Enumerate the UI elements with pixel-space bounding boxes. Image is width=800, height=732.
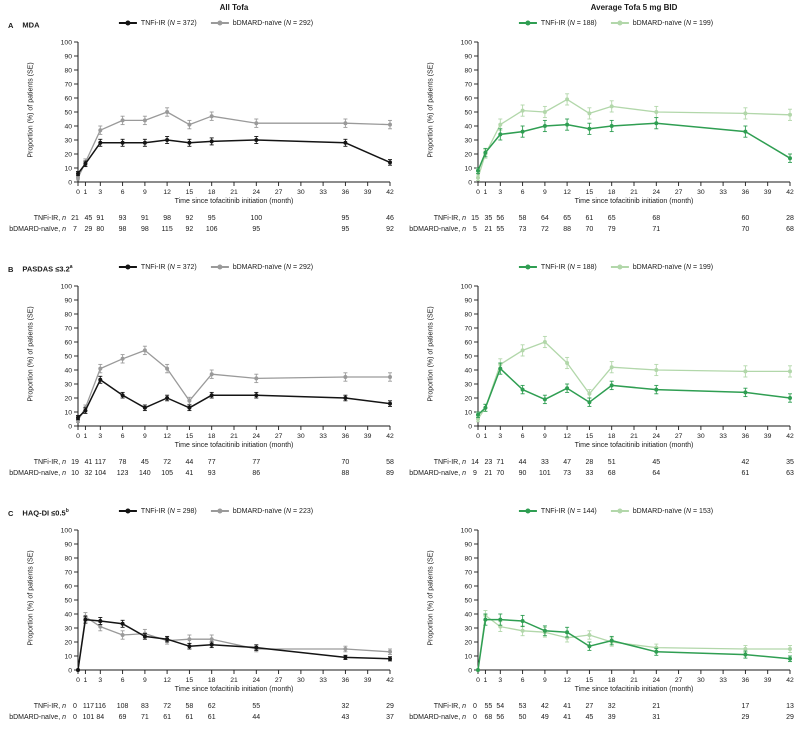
- svg-text:20: 20: [64, 395, 72, 403]
- svg-text:18: 18: [207, 677, 216, 684]
- svg-text:21: 21: [630, 677, 638, 684]
- svg-text:30: 30: [64, 381, 72, 389]
- svg-text:30: 30: [297, 189, 305, 196]
- svg-text:40: 40: [464, 123, 472, 131]
- svg-text:12: 12: [163, 189, 171, 196]
- y-axis-label: Proportion (%) of patients (SE): [427, 550, 435, 646]
- svg-text:18: 18: [207, 189, 216, 196]
- svg-text:9: 9: [543, 433, 547, 440]
- svg-text:15: 15: [185, 189, 194, 196]
- panel-b-left: [0, 244, 400, 488]
- svg-text:40: 40: [64, 367, 72, 375]
- y-axis-label: Proportion (%) of patients (SE): [427, 62, 435, 158]
- n-table: [0, 703, 400, 725]
- legend: [513, 508, 719, 515]
- line-chart-a-left: [0, 34, 400, 198]
- svg-text:100: 100: [60, 527, 72, 535]
- svg-text:21: 21: [630, 189, 638, 196]
- svg-text:9: 9: [543, 189, 547, 196]
- svg-text:100: 100: [460, 527, 472, 535]
- svg-text:90: 90: [464, 297, 472, 305]
- legend-item-bdmard: bDMARD-naïve (N = 292): [211, 264, 313, 271]
- svg-text:90: 90: [64, 541, 72, 549]
- svg-text:36: 36: [741, 189, 750, 196]
- svg-text:60: 60: [464, 95, 472, 103]
- svg-text:20: 20: [464, 151, 472, 159]
- legend-item-bdmard: bDMARD-naïve (N = 199): [611, 264, 713, 271]
- svg-text:33: 33: [719, 189, 727, 196]
- legend-item-bdmard: bDMARD-naïve (N = 292): [211, 20, 313, 27]
- svg-text:42: 42: [386, 433, 394, 440]
- svg-text:15: 15: [185, 677, 194, 684]
- y-axis-label: Proportion (%) of patients (SE): [27, 62, 35, 158]
- svg-text:24: 24: [252, 189, 261, 196]
- panel-title-c: C HAQ-DI ≤0.5$^b$: [8, 508, 69, 518]
- legend-item-tnfi: TNFi-IR (N = 188): [519, 264, 597, 271]
- svg-text:12: 12: [563, 433, 571, 440]
- svg-text:1: 1: [83, 433, 88, 440]
- svg-text:33: 33: [719, 677, 727, 684]
- svg-text:39: 39: [363, 433, 372, 440]
- svg-text:36: 36: [741, 677, 750, 684]
- svg-text:6: 6: [120, 433, 125, 440]
- svg-text:30: 30: [297, 677, 305, 684]
- panel-title-b: B PASDAS ≤3.2$^a$: [8, 264, 73, 274]
- svg-text:10: 10: [64, 409, 72, 417]
- n-table-row: bDMARD-naïve, n 9 21 70 90 101 73 33 68 64 61 63: [409, 470, 794, 477]
- svg-text:70: 70: [64, 569, 72, 577]
- svg-text:15: 15: [585, 189, 594, 196]
- svg-text:20: 20: [64, 639, 72, 647]
- n-table-row: bDMARD-naïve, n 0 101 84 69 71 61 61 61 44 43 37: [9, 714, 394, 721]
- legend-item-bdmard: bDMARD-naïve (N = 153): [611, 508, 713, 515]
- svg-text:80: 80: [464, 311, 472, 319]
- n-table-row: TNFi-IR, n 14 23 71 44 33 47 28 51 45 42 35: [433, 459, 794, 466]
- panel-b-right: [400, 244, 800, 488]
- svg-text:12: 12: [163, 433, 171, 440]
- n-table-row: TNFi-IR, n 0 55 54 53 42 41 27 32 21 17 13: [433, 703, 794, 710]
- svg-text:36: 36: [341, 677, 350, 684]
- svg-text:0: 0: [476, 189, 480, 196]
- line-marker-icon: [211, 266, 229, 268]
- svg-text:100: 100: [60, 39, 72, 47]
- svg-text:80: 80: [464, 555, 472, 563]
- svg-text:100: 100: [460, 283, 472, 291]
- svg-text:90: 90: [64, 53, 72, 61]
- n-table: [400, 215, 800, 237]
- svg-text:39: 39: [763, 189, 772, 196]
- svg-text:70: 70: [64, 81, 72, 89]
- svg-text:30: 30: [697, 677, 705, 684]
- svg-text:33: 33: [319, 677, 327, 684]
- svg-text:39: 39: [363, 189, 372, 196]
- svg-text:1: 1: [83, 189, 88, 196]
- svg-text:60: 60: [64, 339, 72, 347]
- svg-text:20: 20: [464, 639, 472, 647]
- svg-text:39: 39: [763, 433, 772, 440]
- line-marker-icon: [119, 266, 137, 268]
- n-table: [400, 459, 800, 481]
- legend: [113, 20, 319, 27]
- legend: [113, 264, 319, 271]
- svg-text:40: 40: [464, 367, 472, 375]
- svg-text:3: 3: [498, 189, 503, 196]
- y-axis-label: Proportion (%) of patients (SE): [427, 306, 435, 402]
- svg-text:0: 0: [76, 189, 80, 196]
- svg-text:0: 0: [476, 677, 480, 684]
- svg-text:27: 27: [674, 189, 683, 196]
- svg-text:15: 15: [185, 433, 194, 440]
- svg-text:0: 0: [68, 423, 72, 431]
- line-chart-c-left: [0, 522, 400, 686]
- svg-text:60: 60: [64, 583, 72, 591]
- n-table-row: bDMARD-naïve, n 7 29 80 98 98 115 92 106 95 95 92: [9, 226, 394, 233]
- legend-item-tnfi: TNFi-IR (N = 372): [119, 264, 197, 271]
- svg-text:0: 0: [468, 179, 472, 187]
- line-marker-icon: [211, 510, 229, 512]
- svg-text:0: 0: [68, 179, 72, 187]
- svg-text:1: 1: [483, 189, 488, 196]
- x-axis-label: Time since tofacitinib initiation (month): [574, 442, 694, 449]
- column-header-average-tofa: Average Tofa 5 mg BID: [590, 3, 678, 12]
- svg-text:15: 15: [585, 677, 594, 684]
- n-table-row: bDMARD-naïve, n 10 32 104 123 140 105 41 93 86 88 89: [9, 470, 394, 477]
- svg-text:27: 27: [674, 677, 683, 684]
- panel-a-right: [400, 0, 800, 244]
- svg-text:6: 6: [120, 677, 125, 684]
- svg-text:0: 0: [76, 433, 80, 440]
- svg-text:30: 30: [464, 137, 472, 145]
- svg-text:42: 42: [786, 433, 794, 440]
- line-marker-icon: [611, 510, 629, 512]
- svg-text:0: 0: [68, 667, 72, 675]
- svg-text:10: 10: [464, 409, 472, 417]
- svg-text:27: 27: [274, 677, 283, 684]
- svg-text:42: 42: [386, 677, 394, 684]
- svg-text:12: 12: [163, 677, 171, 684]
- legend-item-bdmard: bDMARD-naïve (N = 223): [211, 508, 313, 515]
- n-table-row: TNFi-IR, n 0 117 116 108 83 72 58 62 55 32 29: [33, 703, 394, 710]
- svg-text:70: 70: [464, 325, 472, 333]
- svg-text:27: 27: [274, 433, 283, 440]
- n-table-row: bDMARD-naïve, n 5 21 55 73 72 88 70 79 71 70 68: [409, 226, 794, 233]
- panel-c-left: [0, 488, 400, 732]
- svg-text:30: 30: [64, 137, 72, 145]
- svg-text:12: 12: [563, 677, 571, 684]
- n-table-row: bDMARD-naïve, n 0 68 56 50 49 41 45 39 31 29 29: [409, 714, 794, 721]
- legend-item-tnfi: TNFi-IR (N = 372): [119, 20, 197, 27]
- legend-item-tnfi: TNFi-IR (N = 188): [519, 20, 597, 27]
- svg-text:1: 1: [83, 677, 88, 684]
- svg-text:18: 18: [607, 433, 616, 440]
- panel-c-right: [400, 488, 800, 732]
- svg-text:9: 9: [143, 433, 147, 440]
- svg-text:3: 3: [498, 677, 503, 684]
- svg-text:50: 50: [464, 109, 472, 117]
- svg-text:3: 3: [98, 677, 103, 684]
- svg-text:70: 70: [464, 81, 472, 89]
- svg-text:18: 18: [207, 433, 216, 440]
- svg-text:90: 90: [464, 541, 472, 549]
- svg-text:10: 10: [464, 165, 472, 173]
- x-axis-label: Time since tofacitinib initiation (month): [574, 686, 694, 693]
- n-table-row: TNFi-IR, n 21 45 91 93 91 98 92 95 100 95 46: [33, 215, 394, 222]
- svg-text:60: 60: [464, 339, 472, 347]
- n-table: [0, 215, 400, 237]
- svg-text:6: 6: [520, 433, 525, 440]
- svg-text:60: 60: [464, 583, 472, 591]
- svg-text:42: 42: [386, 189, 394, 196]
- y-axis-label: Proportion (%) of patients (SE): [27, 306, 35, 402]
- svg-text:24: 24: [652, 433, 661, 440]
- svg-text:24: 24: [652, 189, 661, 196]
- line-chart-b-right: [400, 278, 800, 442]
- svg-text:10: 10: [64, 653, 72, 661]
- svg-text:6: 6: [520, 677, 525, 684]
- svg-text:3: 3: [498, 433, 503, 440]
- svg-text:100: 100: [460, 39, 472, 47]
- x-axis-label: Time since tofacitinib initiation (month): [174, 686, 294, 693]
- line-marker-icon: [611, 266, 629, 268]
- svg-text:9: 9: [143, 189, 147, 196]
- svg-text:21: 21: [230, 433, 238, 440]
- svg-text:20: 20: [64, 151, 72, 159]
- svg-text:30: 30: [464, 381, 472, 389]
- svg-text:3: 3: [98, 433, 103, 440]
- svg-text:33: 33: [719, 433, 727, 440]
- svg-text:12: 12: [563, 189, 571, 196]
- line-chart-c-right: [400, 522, 800, 686]
- n-table: [0, 459, 400, 481]
- svg-text:18: 18: [607, 677, 616, 684]
- svg-text:9: 9: [543, 677, 547, 684]
- svg-text:33: 33: [319, 189, 327, 196]
- svg-text:80: 80: [64, 555, 72, 563]
- svg-text:24: 24: [652, 677, 661, 684]
- svg-text:24: 24: [252, 677, 261, 684]
- svg-text:6: 6: [520, 189, 525, 196]
- line-marker-icon: [519, 266, 537, 268]
- svg-text:15: 15: [585, 433, 594, 440]
- svg-text:27: 27: [674, 433, 683, 440]
- svg-text:36: 36: [341, 433, 350, 440]
- svg-text:90: 90: [464, 53, 472, 61]
- line-marker-icon: [519, 22, 537, 24]
- line-marker-icon: [119, 22, 137, 24]
- svg-text:3: 3: [98, 189, 103, 196]
- svg-text:18: 18: [607, 189, 616, 196]
- x-axis-label: Time since tofacitinib initiation (month): [174, 442, 294, 449]
- legend: [113, 508, 319, 515]
- legend-item-tnfi: TNFi-IR (N = 298): [119, 508, 197, 515]
- svg-text:100: 100: [60, 283, 72, 291]
- svg-text:40: 40: [464, 611, 472, 619]
- y-axis-label: Proportion (%) of patients (SE): [27, 550, 35, 646]
- svg-text:1: 1: [483, 677, 488, 684]
- svg-text:21: 21: [230, 677, 238, 684]
- svg-text:20: 20: [464, 395, 472, 403]
- svg-text:21: 21: [230, 189, 238, 196]
- svg-text:30: 30: [297, 433, 305, 440]
- legend: [513, 20, 719, 27]
- svg-text:40: 40: [64, 611, 72, 619]
- svg-text:42: 42: [786, 677, 794, 684]
- svg-text:80: 80: [64, 311, 72, 319]
- line-marker-icon: [119, 510, 137, 512]
- panel-a-left: [0, 0, 400, 244]
- x-axis-label: Time since tofacitinib initiation (month): [174, 198, 294, 205]
- svg-text:10: 10: [64, 165, 72, 173]
- svg-text:60: 60: [64, 95, 72, 103]
- svg-text:80: 80: [64, 67, 72, 75]
- svg-text:6: 6: [120, 189, 125, 196]
- svg-text:50: 50: [64, 109, 72, 117]
- svg-text:0: 0: [76, 677, 80, 684]
- n-table: [400, 703, 800, 725]
- svg-text:27: 27: [274, 189, 283, 196]
- svg-text:70: 70: [64, 325, 72, 333]
- svg-text:30: 30: [697, 189, 705, 196]
- line-marker-icon: [211, 22, 229, 24]
- line-marker-icon: [519, 510, 537, 512]
- n-table-row: TNFi-IR, n 15 35 56 58 64 65 61 65 68 60 28: [433, 215, 794, 222]
- svg-text:50: 50: [64, 353, 72, 361]
- svg-text:30: 30: [464, 625, 472, 633]
- svg-text:0: 0: [476, 433, 480, 440]
- svg-text:50: 50: [464, 353, 472, 361]
- legend: [513, 264, 719, 271]
- svg-text:50: 50: [64, 597, 72, 605]
- svg-text:42: 42: [786, 189, 794, 196]
- n-table-row: TNFi-IR, n 19 41 117 78 45 72 44 77 77 70 58: [33, 459, 394, 466]
- svg-text:33: 33: [319, 433, 327, 440]
- legend-item-tnfi: TNFi-IR (N = 144): [519, 508, 597, 515]
- svg-text:24: 24: [252, 433, 261, 440]
- column-header-all-tofa: All Tofa: [219, 3, 249, 12]
- svg-text:39: 39: [763, 677, 772, 684]
- line-chart-a-right: [400, 34, 800, 198]
- line-chart-b-left: [0, 278, 400, 442]
- svg-text:70: 70: [464, 569, 472, 577]
- svg-text:0: 0: [468, 423, 472, 431]
- line-marker-icon: [611, 22, 629, 24]
- svg-text:10: 10: [464, 653, 472, 661]
- svg-text:21: 21: [630, 433, 638, 440]
- legend-item-bdmard: bDMARD-naïve (N = 199): [611, 20, 713, 27]
- svg-text:40: 40: [64, 123, 72, 131]
- svg-text:9: 9: [143, 677, 147, 684]
- svg-text:30: 30: [697, 433, 705, 440]
- svg-text:39: 39: [363, 677, 372, 684]
- svg-text:0: 0: [468, 667, 472, 675]
- panel-title-a: A MDA: [8, 20, 40, 30]
- svg-text:30: 30: [64, 625, 72, 633]
- svg-text:90: 90: [64, 297, 72, 305]
- svg-text:36: 36: [741, 433, 750, 440]
- svg-text:50: 50: [464, 597, 472, 605]
- svg-text:36: 36: [341, 189, 350, 196]
- x-axis-label: Time since tofacitinib initiation (month): [574, 198, 694, 205]
- svg-text:80: 80: [464, 67, 472, 75]
- svg-text:1: 1: [483, 433, 488, 440]
